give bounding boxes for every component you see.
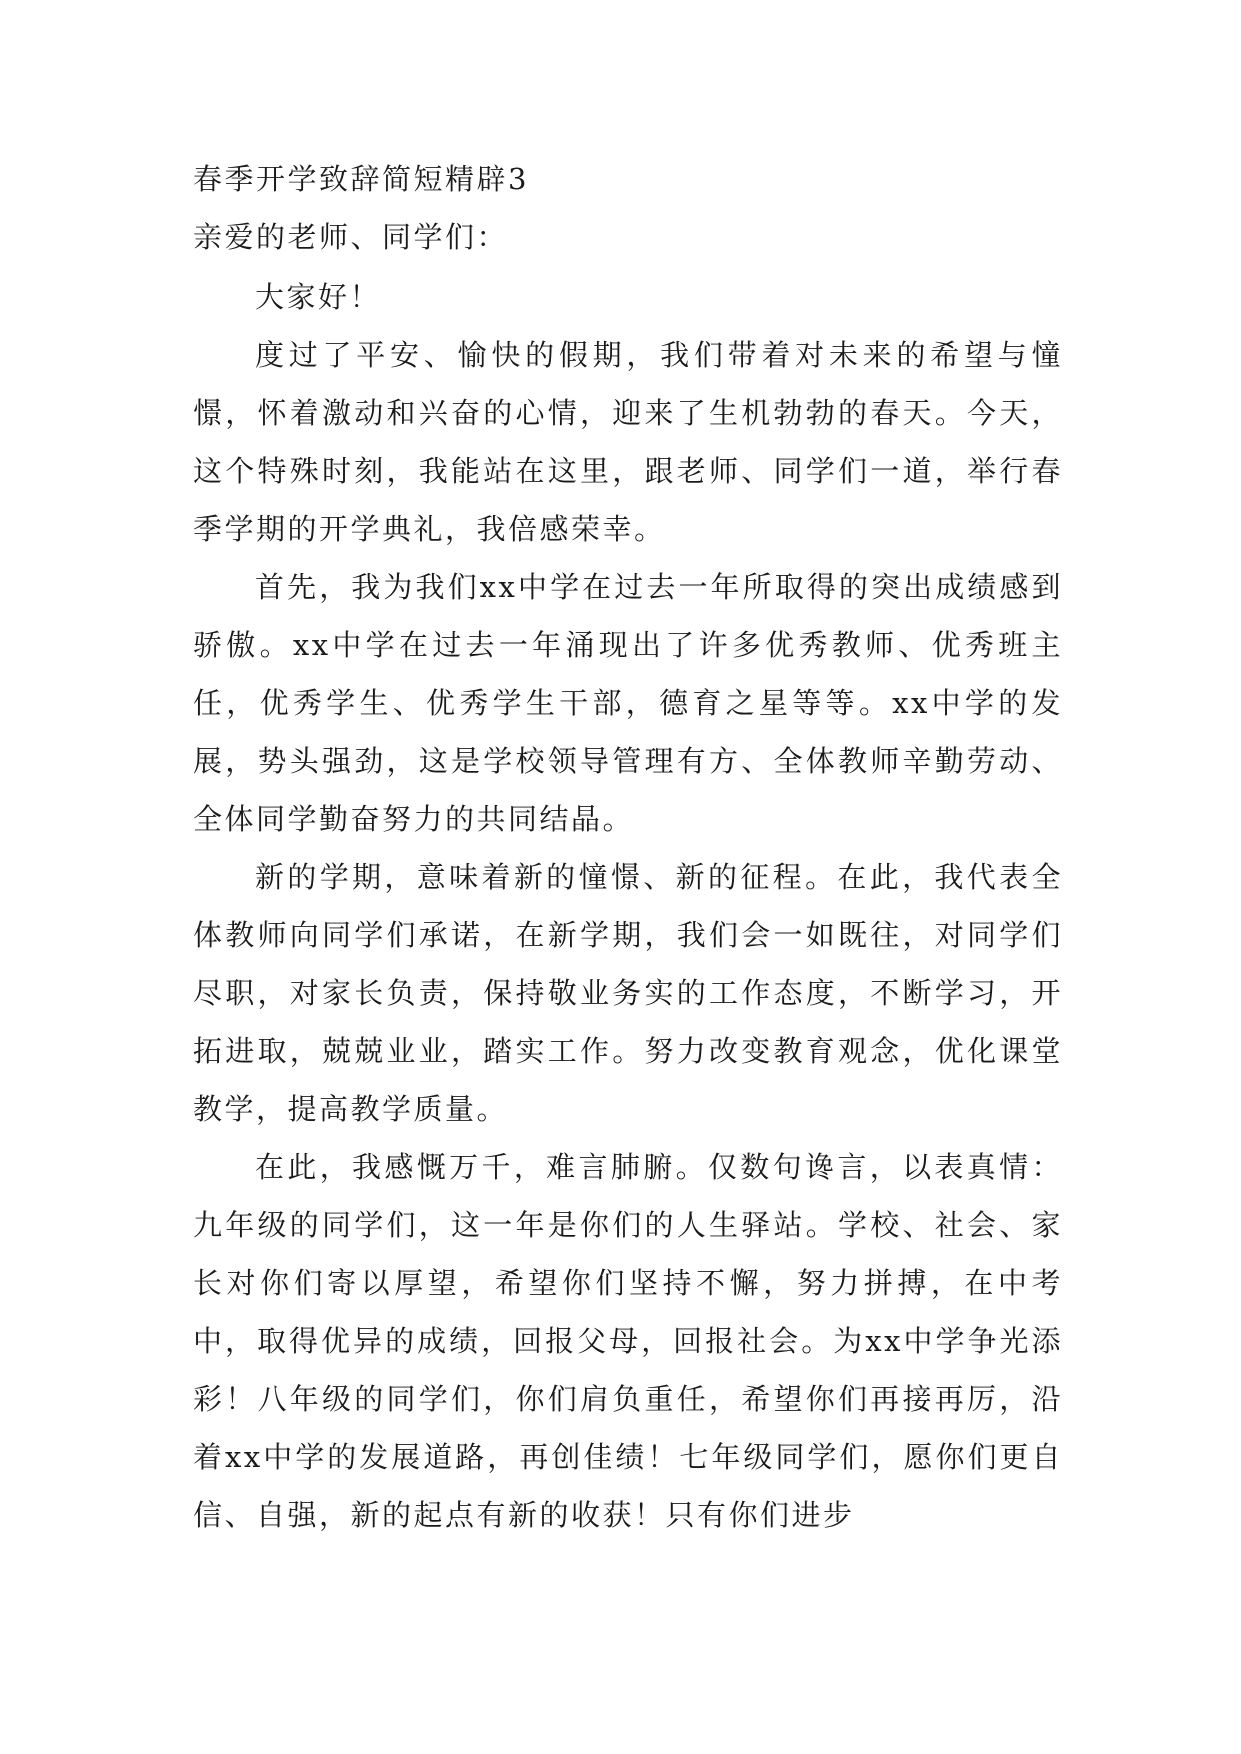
- document-body: [193, 150, 1063, 1544]
- document-title: 春季开学致辞简短精辟3: [193, 162, 529, 196]
- paragraph-opening: 度过了平安、愉快的假期，我们带着对未来的希望与憧憬，怀着激动和兴奋的心情，迎来了生机勃勃的春天。今天，这个特殊时刻，我能站在这里，跟老师、同学们一道，举行春季学期的开学典礼，我倍感荣幸。: [193, 338, 1063, 546]
- salutation: 亲爱的老师、同学们：: [193, 220, 509, 254]
- paragraph-achievements: 首先，我为我们xx中学在过去一年所取得的突出成绩感到骄傲。xx中学在过去一年涌现出了许多优秀教师、优秀班主任，优秀学生、优秀学生干部，德育之星等等。xx中学的发展，势头强劲，这是学校领导管理有方、全体教师辛勤劳动、全体同学勤奋努力的共同结晶。: [193, 570, 1063, 836]
- paragraph-commitment: 新的学期，意味着新的憧憬、新的征程。在此，我代表全体教师向同学们承诺，在新学期，我们会一如既往，对同学们尽职，对家长负责，保持敬业务实的工作态度，不断学习，开拓进取，兢兢业业，踏实工作。努力改变教育观念，优化课堂教学，提高教学质量。: [193, 860, 1063, 1126]
- paragraph-greeting: 大家好！: [255, 280, 382, 314]
- paragraph-message-to-students: 在此，我感慨万千，难言肺腑。仅数句谗言，以表真情：九年级的同学们，这一年是你们的人生驿站。学校、社会、家长对你们寄以厚望，希望你们坚持不懈，努力拼搏，在中考中，取得优异的成绩，回报父母，回报社会。为xx中学争光添彩！八年级的同学们，你们肩负重任，希望你们再接再厉，沿着xx中学的发展道路，再创佳绩！七年级同学们，愿你们更自信、自强，新的起点有新的收获！只有你们进步: [193, 1150, 1063, 1532]
